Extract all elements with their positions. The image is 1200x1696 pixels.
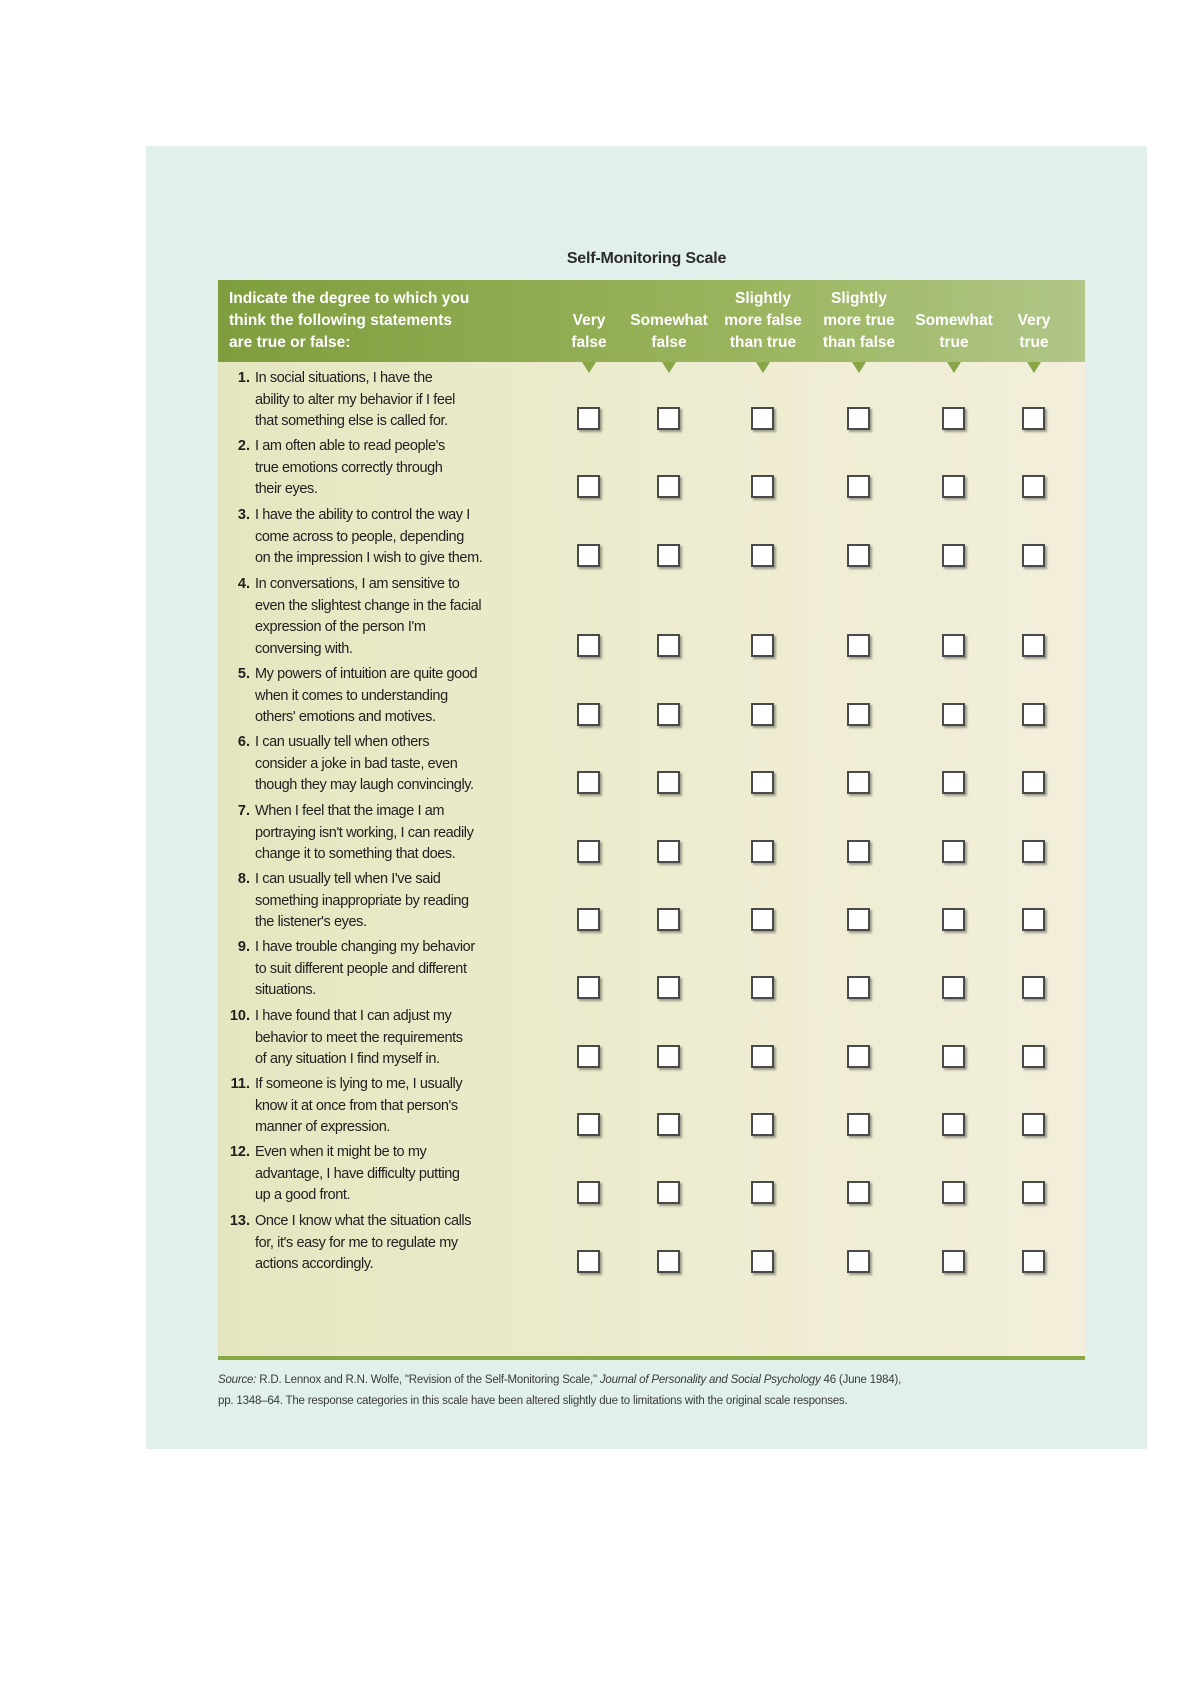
response-checkbox[interactable] xyxy=(942,703,965,726)
column-pointer-icon xyxy=(582,362,596,373)
scale-title: Self-Monitoring Scale xyxy=(566,250,727,267)
response-checkbox[interactable] xyxy=(1022,544,1045,567)
statement-text-line: though they may laugh convincingly. xyxy=(255,777,474,793)
response-checkbox[interactable] xyxy=(657,840,680,863)
response-checkbox[interactable] xyxy=(942,634,965,657)
statement-number: 12. xyxy=(229,1144,250,1160)
statement-row xyxy=(218,436,1085,501)
statement-number: 4. xyxy=(237,576,250,592)
statement-number: 11. xyxy=(230,1076,250,1092)
column-pointer-icon xyxy=(947,362,961,373)
response-checkbox[interactable] xyxy=(847,976,870,999)
column-header-line: than true xyxy=(729,334,797,351)
response-checkbox[interactable] xyxy=(657,771,680,794)
scale-table xyxy=(218,280,1085,1359)
statement-number: 9. xyxy=(237,939,250,955)
statement-text-line: to suit different people and different xyxy=(255,960,467,977)
statement-text xyxy=(255,937,517,1002)
table-body xyxy=(218,362,1085,1356)
column-header-line: false xyxy=(651,334,687,351)
statement-row xyxy=(218,574,1085,660)
header-instructions xyxy=(229,288,509,354)
response-checkbox[interactable] xyxy=(847,1250,870,1273)
column-header-line: true xyxy=(939,334,969,351)
statement-text-line: Once I know what the situation calls xyxy=(255,1213,472,1229)
response-checkbox[interactable] xyxy=(751,1250,774,1273)
response-checkbox[interactable] xyxy=(942,1045,965,1068)
response-checkbox[interactable] xyxy=(847,1181,870,1204)
column-header-line: Slightly xyxy=(735,290,791,307)
response-checkbox[interactable] xyxy=(847,840,870,863)
statement-number: 8. xyxy=(237,871,250,887)
response-checkbox[interactable] xyxy=(657,1181,680,1204)
response-checkbox[interactable] xyxy=(577,771,600,794)
statement-text xyxy=(255,505,517,570)
statement-text-line: the listener's eyes. xyxy=(255,914,367,930)
statement-text-line: ability to alter my behavior if I feel xyxy=(255,391,455,408)
response-checkbox[interactable] xyxy=(577,908,600,931)
response-checkbox[interactable] xyxy=(577,1250,600,1273)
response-checkbox[interactable] xyxy=(942,544,965,567)
header-instructions-line: are true or false: xyxy=(229,334,351,351)
response-checkbox[interactable] xyxy=(847,544,870,567)
statement-number: 10. xyxy=(229,1008,250,1024)
response-checkbox[interactable] xyxy=(751,634,774,657)
response-checkbox[interactable] xyxy=(577,544,600,567)
statement-text-line: actions accordingly. xyxy=(255,1256,374,1272)
response-checkbox[interactable] xyxy=(1022,407,1045,430)
statement-text xyxy=(255,1142,517,1207)
response-checkbox[interactable] xyxy=(1022,1045,1045,1068)
response-checkbox[interactable] xyxy=(847,908,870,931)
response-checkbox[interactable] xyxy=(1022,908,1045,931)
column-header-line: more false xyxy=(724,312,802,329)
statement-text-line: others' emotions and motives. xyxy=(255,709,436,725)
response-checkbox[interactable] xyxy=(942,771,965,794)
response-checkbox[interactable] xyxy=(942,1250,965,1273)
scale-panel xyxy=(146,146,1147,1449)
column-header-line: false xyxy=(571,334,607,351)
statement-row xyxy=(218,801,1085,866)
response-checkbox[interactable] xyxy=(657,1113,680,1136)
response-checkbox[interactable] xyxy=(577,475,600,498)
statement-number: 2. xyxy=(237,438,250,454)
response-checkbox[interactable] xyxy=(942,908,965,931)
statement-number: 13. xyxy=(229,1213,250,1229)
source-citation xyxy=(218,1370,1098,1412)
statement-text-line: their eyes. xyxy=(255,481,318,497)
statement-text xyxy=(255,1211,517,1276)
source-note: pp. 1348–64. The response categories in this scale have been altered slightly due to limitations with the original scale responses. xyxy=(218,1395,848,1407)
statement-row xyxy=(218,505,1085,570)
source-authors: R.D. Lennox and R.N. Wolfe, "Revision of the Self-Monitoring Scale," xyxy=(259,1374,597,1386)
response-checkbox[interactable] xyxy=(657,908,680,931)
statement-text-line: behavior to meet the requirements xyxy=(255,1029,463,1046)
statement-text-line: When I feel that the image I am xyxy=(255,803,445,819)
statement-row xyxy=(218,732,1085,797)
column-header xyxy=(619,288,719,354)
response-checkbox[interactable] xyxy=(751,771,774,794)
response-checkbox[interactable] xyxy=(751,703,774,726)
table-header xyxy=(218,280,1085,362)
statement-number: 3. xyxy=(237,507,250,523)
statement-number: 6. xyxy=(237,734,250,750)
response-checkbox[interactable] xyxy=(847,1113,870,1136)
response-checkbox[interactable] xyxy=(577,1045,600,1068)
response-checkbox[interactable] xyxy=(1022,1250,1045,1273)
statement-number: 1. xyxy=(237,370,250,386)
response-checkbox[interactable] xyxy=(657,544,680,567)
response-checkbox[interactable] xyxy=(657,1250,680,1273)
statement-text xyxy=(255,801,517,866)
statement-text-line: change it to something that does. xyxy=(255,846,456,862)
response-checkbox[interactable] xyxy=(657,1045,680,1068)
statement-row xyxy=(218,869,1085,934)
column-pointer-icon xyxy=(1027,362,1041,373)
source-details: 46 (June 1984), xyxy=(823,1374,902,1386)
statement-text-line: I am often able to read people's xyxy=(255,438,445,454)
statement-text-line: on the impression I wish to give them. xyxy=(255,550,483,566)
response-checkbox[interactable] xyxy=(657,703,680,726)
statement-text-line: I can usually tell when others xyxy=(255,734,430,750)
statement-row xyxy=(218,368,1085,433)
bottom-rule xyxy=(218,1356,1085,1360)
response-checkbox[interactable] xyxy=(577,840,600,863)
column-header-line: Somewhat xyxy=(630,312,708,329)
statement-text-line: come across to people, depending xyxy=(255,528,464,545)
statement-text xyxy=(255,869,517,934)
statement-text xyxy=(255,664,517,729)
statement-text-line: know it at once from that person's xyxy=(255,1097,458,1114)
response-checkbox[interactable] xyxy=(847,475,870,498)
statement-text xyxy=(255,574,517,660)
statement-row xyxy=(218,1142,1085,1207)
statement-text-line: of any situation I find myself in. xyxy=(255,1051,440,1067)
response-checkbox[interactable] xyxy=(657,475,680,498)
response-checkbox[interactable] xyxy=(847,1045,870,1068)
statement-text-line: for, it's easy for me to regulate my xyxy=(255,1234,458,1251)
statement-text-line: consider a joke in bad taste, even xyxy=(255,755,458,772)
column-header-line: true xyxy=(1019,334,1049,351)
statement-text xyxy=(255,732,517,797)
source-label: Source: xyxy=(218,1374,257,1386)
response-checkbox[interactable] xyxy=(751,1045,774,1068)
header-instructions-line: think the following statements xyxy=(229,312,453,329)
response-checkbox[interactable] xyxy=(577,976,600,999)
response-checkbox[interactable] xyxy=(751,544,774,567)
response-checkbox[interactable] xyxy=(577,1181,600,1204)
statement-text-line: In conversations, I am sensitive to xyxy=(255,576,460,592)
statement-text xyxy=(255,1074,517,1139)
column-header-line: Very xyxy=(572,312,606,329)
statement-text-line: I have the ability to control the way I xyxy=(255,507,470,523)
response-checkbox[interactable] xyxy=(1022,771,1045,794)
response-checkbox[interactable] xyxy=(847,634,870,657)
response-checkbox[interactable] xyxy=(751,1181,774,1204)
response-checkbox[interactable] xyxy=(847,703,870,726)
statement-text-line: situations. xyxy=(255,982,316,998)
statement-row xyxy=(218,1006,1085,1071)
column-header xyxy=(713,288,813,354)
statement-text-line: I can usually tell when I've said xyxy=(255,871,441,887)
column-pointer-icon xyxy=(756,362,770,373)
response-checkbox[interactable] xyxy=(751,475,774,498)
statement-text xyxy=(255,368,517,433)
statement-text-line: even the slightest change in the facial xyxy=(255,597,482,614)
column-header-line: than false xyxy=(822,334,896,351)
response-checkbox[interactable] xyxy=(942,475,965,498)
column-header-line: Somewhat xyxy=(915,312,993,329)
statement-text-line: manner of expression. xyxy=(255,1119,391,1135)
response-checkbox[interactable] xyxy=(751,407,774,430)
statement-row xyxy=(218,1074,1085,1139)
response-checkbox[interactable] xyxy=(751,908,774,931)
response-checkbox[interactable] xyxy=(1022,1181,1045,1204)
column-header-line: more true xyxy=(823,312,895,329)
response-checkbox[interactable] xyxy=(942,1181,965,1204)
statement-text-line: something inappropriate by reading xyxy=(255,892,469,909)
response-checkbox[interactable] xyxy=(657,407,680,430)
response-checkbox[interactable] xyxy=(751,840,774,863)
statement-text xyxy=(255,1006,517,1071)
response-checkbox[interactable] xyxy=(577,703,600,726)
statement-number: 7. xyxy=(237,803,250,819)
header-instructions-line: Indicate the degree to which you xyxy=(229,290,470,307)
statement-text-line: expression of the person I'm xyxy=(255,619,426,635)
response-checkbox[interactable] xyxy=(942,1113,965,1136)
statement-text-line: I have found that I can adjust my xyxy=(255,1008,452,1024)
statement-row xyxy=(218,1211,1085,1276)
statement-text-line: Even when it might be to my xyxy=(255,1144,427,1160)
response-checkbox[interactable] xyxy=(1022,840,1045,863)
source-journal: Journal of Personality and Social Psychology xyxy=(599,1374,821,1386)
statement-text-line: up a good front. xyxy=(255,1187,351,1203)
response-checkbox[interactable] xyxy=(1022,475,1045,498)
response-checkbox[interactable] xyxy=(577,1113,600,1136)
column-header-line: Slightly xyxy=(831,290,887,307)
response-checkbox[interactable] xyxy=(577,407,600,430)
response-checkbox[interactable] xyxy=(942,407,965,430)
column-pointer-icon xyxy=(662,362,676,373)
response-checkbox[interactable] xyxy=(1022,976,1045,999)
column-header xyxy=(809,288,909,354)
column-pointer-icon xyxy=(852,362,866,373)
statement-text-line: portraying isn't working, I can readily xyxy=(255,824,474,841)
response-checkbox[interactable] xyxy=(1022,634,1045,657)
response-checkbox[interactable] xyxy=(847,771,870,794)
response-checkbox[interactable] xyxy=(657,634,680,657)
response-checkbox[interactable] xyxy=(1022,703,1045,726)
statement-row xyxy=(218,664,1085,729)
response-checkbox[interactable] xyxy=(657,976,680,999)
statement-text-line: that something else is called for. xyxy=(255,413,448,429)
response-checkbox[interactable] xyxy=(942,840,965,863)
statement-text-line: If someone is lying to me, I usually xyxy=(255,1076,463,1092)
response-checkbox[interactable] xyxy=(751,1113,774,1136)
response-checkbox[interactable] xyxy=(847,407,870,430)
column-header-line: Very xyxy=(1017,312,1051,329)
statement-text-line: advantage, I have difficulty putting xyxy=(255,1165,460,1182)
statement-text-line: true emotions correctly through xyxy=(255,459,443,476)
column-header xyxy=(984,288,1084,354)
response-checkbox[interactable] xyxy=(1022,1113,1045,1136)
response-checkbox[interactable] xyxy=(942,976,965,999)
statement-row xyxy=(218,937,1085,1002)
statement-text-line: when it comes to understanding xyxy=(255,687,448,704)
statement-number: 5. xyxy=(237,666,250,682)
statement-text-line: My powers of intuition are quite good xyxy=(255,666,478,682)
statement-text xyxy=(255,436,517,501)
response-checkbox[interactable] xyxy=(577,634,600,657)
response-checkbox[interactable] xyxy=(751,976,774,999)
statement-text-line: In social situations, I have the xyxy=(255,370,433,386)
statement-text-line: I have trouble changing my behavior xyxy=(255,939,475,955)
statement-text-line: conversing with. xyxy=(255,640,353,657)
